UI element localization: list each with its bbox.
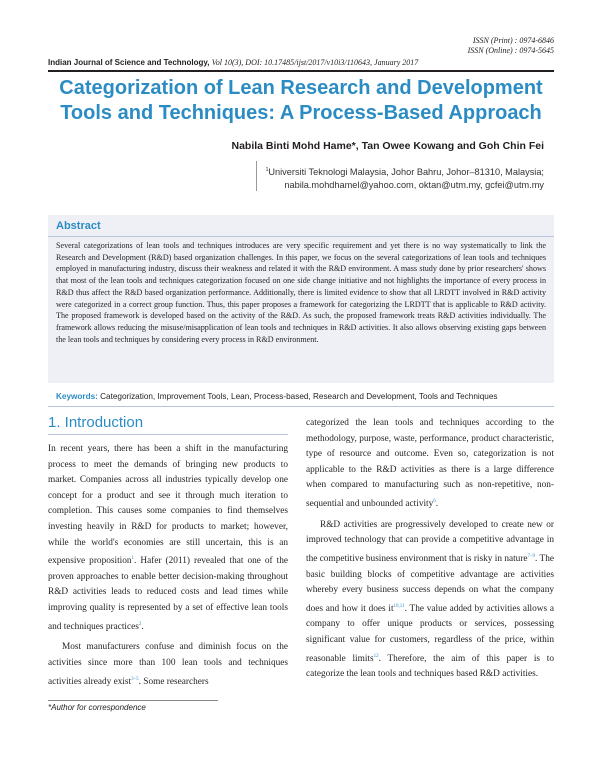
paragraph: R&D activities are progressively developed to create new or improved technology that can provide a competitive advantage in the competitive business environment that is risky in nature$^{7-9}$. The basic building blocks of competitive advantage are activities whereby every business success depends on what the company does and how it does it$^{10,11}$. The value added by activities allows a company to offer unique products or services, possessing significant value for customers, regardless of the price, within reasonable limits$^{12}$. Therefore, the aim of this paper is to categorize the lean tools and techniques based R&D activities. <box>306 519 554 680</box>
citation-link[interactable]: 2 <box>138 621 142 627</box>
paper-title <box>48 76 554 126</box>
journal-name: Indian Journal of Science and Technology, <box>48 58 210 67</box>
paragraph: categorized the lean tools and techniques according to the methodology, purpose, waste, performance, product characteristic, type of resource and outcome. Even so, categorization is not applicable to the R&D activities as there is a large difference when compared to manufacturing such as non-repetitive, non-sequential and unbounded activity$^6$. <box>306 418 554 510</box>
keywords-label: Keywords: <box>56 392 98 401</box>
footnote: *Author for correspondence <box>48 703 146 712</box>
header-rule <box>48 70 554 72</box>
section-heading-rule <box>48 434 288 435</box>
affiliation-line-2: nabila.mohdhamel@yahoo.com, oktan@utm.my, gcfei@utm.my <box>284 180 544 191</box>
citation-link[interactable]: 3–5 <box>131 676 139 682</box>
paragraph: Most manufacturers confuse and diminish focus on the activities since more than 100 lean tools and techniques activities already exist$^{3-5}$. Some researchers <box>48 642 288 687</box>
citation-link[interactable]: 12 <box>373 653 379 659</box>
issn-online: ISSN (Online) : 0974-5645 <box>467 46 554 55</box>
citation-link[interactable]: 6 <box>433 498 436 504</box>
affiliation-marker: 1 <box>265 167 269 173</box>
keywords-rule <box>48 406 554 407</box>
journal-citation <box>48 58 418 67</box>
citation-link[interactable]: 10,11 <box>393 603 405 609</box>
paragraph: In recent years, there has been a shift in the manufacturing process to meet the demands of bringing new products to market. Companies across all industries typically develop one concept for a product and see it through much iteration to completion. This causes some companies to find themselves investing heavily in R&D for products to market; however, while the world's economies are still uncertain, this is an expensive proposition$^1$. Hafer (2011) revealed that one of the proven approaches to enable better decision-making throughout R&D activities leads to reduced costs and lead times while improving quality is represented by a set of effective lean tools and techniques practices$^2$. <box>48 444 288 632</box>
column-left <box>48 442 288 690</box>
footnote-rule <box>48 700 218 701</box>
citation-link[interactable]: 1 <box>131 556 135 562</box>
affiliation-line-1: $^1$Universiti Teknologi Malaysia, Johor Bahru, Johor–81310, Malaysia; <box>265 167 544 178</box>
authors: Nabila Binti Mohd Hame*, Tan Owee Kowang and Goh Chin Fei <box>231 140 544 152</box>
column-right <box>306 416 554 683</box>
keywords-text: Categorization, Improvement Tools, Lean, Process-based, Research and Development, Tools and Techniques <box>100 392 498 401</box>
affiliation <box>204 164 544 192</box>
section-heading-introduction: 1. Introduction <box>48 414 144 431</box>
issn-print: ISSN (Print) : 0974-6846 <box>472 36 554 45</box>
title-line-1: Categorization of Lean Research and Development <box>59 77 543 99</box>
abstract-text: Several categorizations of lean tools and techniques introduces are very specific requirement and yet there is no way systematically to link the Research and Development (R&D) based organization challenges. In this paper, we focus on the several categorizations of lean tools and techniques employed in manufacturing industry, discuss their weakness and related it with the R&D environment. A mass study done by prior researchers' shows that most of the lean tools and techniques categorization focused on one side change initiative and not highlights the importance of every process in R&D thus affect the R&D based organization performance. Additionally, there is limited evidence to show that all LRDTT involved in R&D activity were categorized in a correct group function. Thus, this paper proposes a framework for categorizing the LRDTT that is applicable to R&D activity. The proposed framework is developed based on the activity of the R&D. As such, the proposed framework treats R&D activities individually. The framework allows reducing the misuse/misapplication of lean tools and techniques in R&D activities. It also allows observing existing gaps between the lean tools and techniques by considering every process in R&D environment. <box>56 241 546 344</box>
abstract-rule <box>48 236 554 237</box>
abstract-heading: Abstract <box>56 220 101 232</box>
title-line-2: Tools and Techniques: A Process-Based Approach <box>60 102 542 124</box>
journal-meta: Vol 10(3), DOI: 10.17485/ijst/2017/v10i3/110643, January 2017 <box>211 58 419 67</box>
citation-link[interactable]: 7–9 <box>527 553 536 559</box>
keywords <box>56 392 551 401</box>
